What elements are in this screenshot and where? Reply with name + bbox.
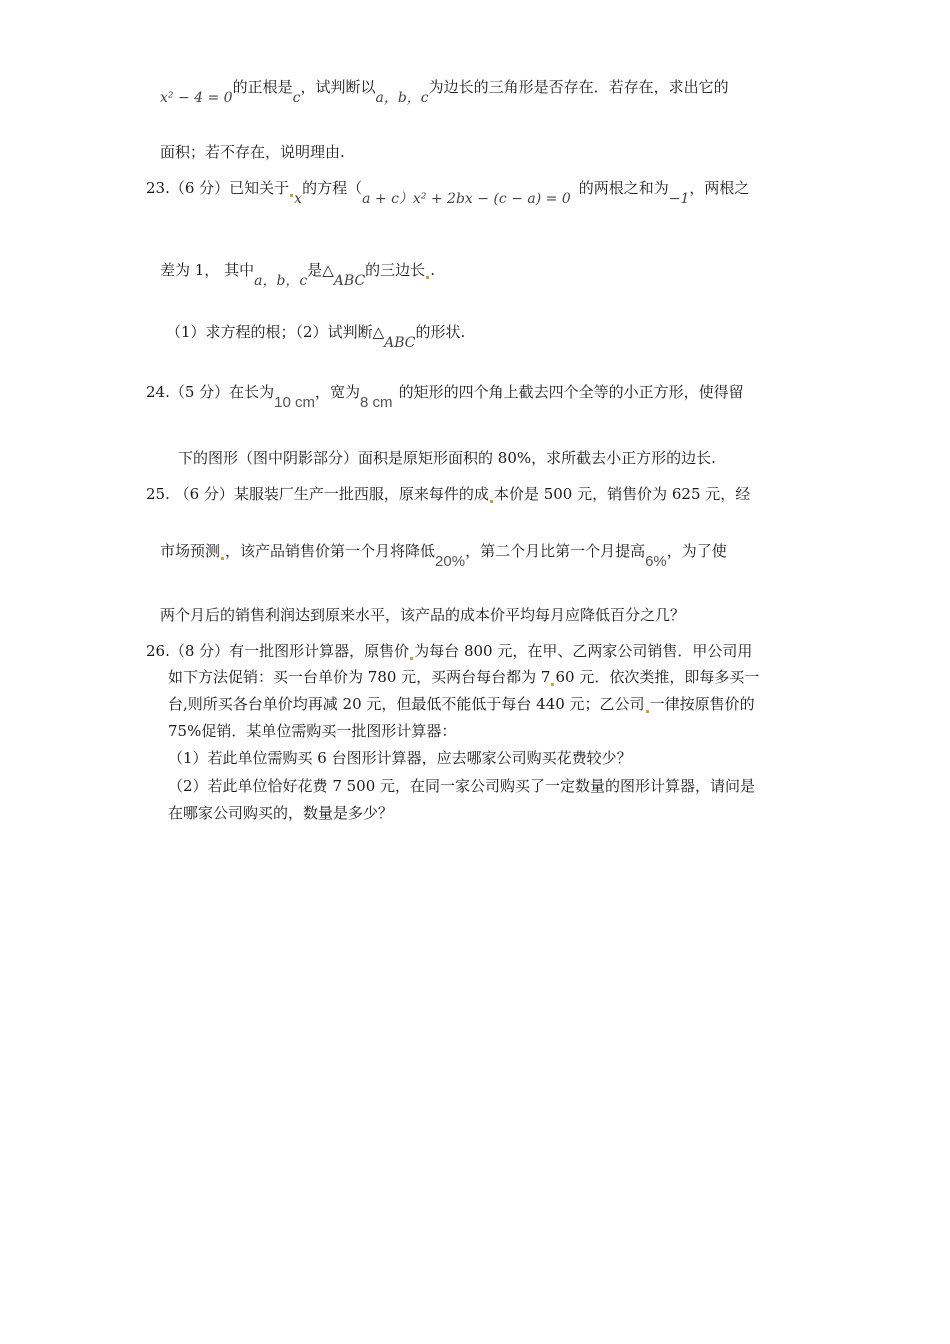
q22-var-c: c — [292, 90, 301, 106]
q26-text-3: 如下方法促销：买一台单价为 780 元，买两台每台都为 7 — [168, 668, 551, 686]
q25-text-5: ，第二个月比第一个月提高 — [465, 542, 646, 560]
mark-dot — [290, 194, 293, 197]
q25-percent-1: 20% — [435, 553, 466, 570]
q24-line-1 — [146, 381, 744, 411]
q23-subquestion-1: （1）求方程的根；（2）试判断△ — [166, 323, 385, 341]
q23-text-1: 的方程（ — [302, 179, 363, 197]
q23-var-x: x — [294, 191, 303, 207]
mark-dot — [426, 276, 429, 279]
q23-sum: −1 — [668, 191, 690, 207]
mark-dot — [221, 557, 224, 560]
q22-equation: x² − 4 = 0 — [160, 90, 233, 106]
q22-line-1 — [160, 76, 729, 106]
q22-text-1: 的正根是 — [232, 78, 293, 96]
q23-text-6: 的三边长 — [365, 261, 426, 279]
q23-line-3 — [166, 321, 466, 351]
q25-line-3: 两个月后的销售利润达到原来水平，该产品的成本价平均每月应降低百分之几？ — [160, 606, 686, 624]
q22-line-2: 面积；若不存在，说明理由. — [160, 143, 345, 161]
q26-text-2: 为每台 800 元，在甲、乙两家公司销售．甲公司用 — [414, 642, 753, 660]
q26-text-1: 26.（8 分）有一批图形计算器，原售价 — [146, 642, 410, 660]
q26-subquestion-2-cont: 在哪家公司购买的，数量是多少？ — [168, 804, 394, 822]
q26-text-4: 60 元．依次类推，即每多买一 — [555, 668, 760, 686]
q23-text-3: ，两根之 — [689, 179, 750, 197]
q23-line-2: 差为 1， 其中a，b，c是△ABC的三边长 . — [160, 261, 435, 289]
q25-text-6: ，为了使 — [666, 542, 727, 560]
q26-line-1 — [146, 640, 752, 662]
q25-text-4: ，该产品销售价第一个月将降低 — [225, 542, 436, 560]
q24-text-2: 的矩形的四个角上截去四个全等的小正方形，使得留 — [398, 383, 744, 401]
q22-vars-abc: a，b，c — [375, 90, 429, 106]
q26-subquestion-2: （2）若此单位恰好花费 7 500 元，在同一家公司购买了一定数量的图形计算器，请问是 — [168, 777, 756, 795]
q24-width: 8 cm — [360, 394, 393, 411]
q25-text-3: 市场预测 — [160, 542, 221, 560]
q22-text-2: ，试判断以 — [300, 78, 376, 96]
mark-dot — [410, 657, 413, 660]
q24-length: 10 cm — [274, 394, 316, 411]
q26-subquestion-1: （1）若此单位需购买 6 台图形计算器，应去哪家公司购买花费较少？ — [168, 749, 632, 767]
q23-triangle-2: ABC — [384, 335, 416, 351]
q26-line-3 — [168, 693, 755, 715]
q23-text-2: 的两根之和为 — [578, 179, 669, 197]
q23-number: 23.（6 分）已知关于 — [146, 179, 290, 197]
q25-line-1 — [146, 483, 750, 505]
q25-percent-2: 6% — [645, 553, 667, 570]
q26-text-6: 一律按原售价的 — [649, 695, 755, 713]
q25-text-1: 25. （6 分）某服装厂生产一批西服，原来每件的成 — [146, 485, 489, 503]
q24-line-2: 下的图形（图中阴影部分）面积是原矩形面积的 80%，求所截去小正方形的边长. — [178, 449, 716, 467]
q26-line-2 — [168, 666, 759, 688]
q23-text-5: 是△ — [307, 261, 334, 279]
mark-dot — [490, 500, 493, 503]
q23-equation: a + c）x² + 2bx − (c − a) = 0 — [362, 191, 571, 207]
mark-dot — [646, 710, 649, 713]
q25-line-2 — [160, 540, 727, 570]
q23-vars-abc: a，b，c — [254, 273, 308, 289]
q24-text-1: ，宽为 — [315, 383, 361, 401]
q23-subquestion-2: 的形状. — [415, 323, 466, 341]
q23-line-1 — [146, 177, 750, 207]
q23-text-4: 差为 1， 其中 — [160, 261, 255, 279]
q24-number: 24.（5 分）在长为 — [146, 383, 275, 401]
q26-text-5: 台,则所买各台单价均再减 20 元，但最低不能低于每台 440 元；乙公司 — [168, 695, 645, 713]
q23-triangle: ABC — [333, 273, 366, 289]
q22-text-3: 为边长的三角形是否存在．若存在，求出它的 — [428, 78, 729, 96]
q25-text-2: 本价是 500 元，销售价为 625 元，经 — [493, 485, 751, 503]
q26-line-4: 75%促销．某单位需购买一批图形计算器： — [168, 722, 457, 740]
